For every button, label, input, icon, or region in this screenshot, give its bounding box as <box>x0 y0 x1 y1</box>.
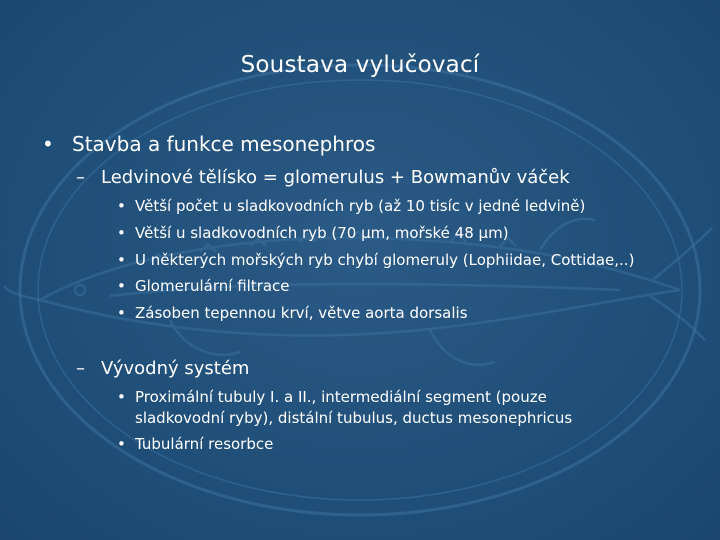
list-item: Tubulární resorbce <box>135 435 274 453</box>
section-glomerulus-heading: Ledvinové tělísko = glomerulus + Bowmanův váček <box>101 167 570 188</box>
bullet-icon: • <box>117 224 126 242</box>
slide-title: Soustava vylučovací <box>240 52 480 78</box>
bullet-icon: • <box>42 132 54 156</box>
list-item: Větší u sladkovodních ryb (70 μm, mořské 48 μm) <box>135 224 509 242</box>
list-item: U některých mořských ryb chybí glomeruly (Lophiidae, Cottidae,..) <box>135 251 635 269</box>
bullet-icon: • <box>117 435 126 453</box>
bullet-icon: • <box>117 388 126 406</box>
level1-heading: Stavba a funkce mesonephros <box>72 132 376 156</box>
bullet-icon: • <box>117 197 126 215</box>
bullet-icon: • <box>117 251 126 269</box>
bullet-icon: • <box>117 277 126 295</box>
dash-icon: – <box>76 167 85 188</box>
list-item: Zásoben tepennou krví, větve aorta dorsalis <box>135 304 468 322</box>
list-item-continuation: sladkovodní ryby), distální tubulus, ductus mesonephricus <box>135 409 573 427</box>
section-ducts-heading: Vývodný systém <box>101 358 250 379</box>
list-item: Proximální tubuly I. a II., intermediální segment (pouze <box>135 388 547 406</box>
bullet-icon: • <box>117 304 126 322</box>
dash-icon: – <box>76 358 85 379</box>
list-item: Větší počet u sladkovodních ryb (až 10 tisíc v jedné ledvině) <box>135 197 586 215</box>
list-item: Glomerulární filtrace <box>135 277 290 295</box>
